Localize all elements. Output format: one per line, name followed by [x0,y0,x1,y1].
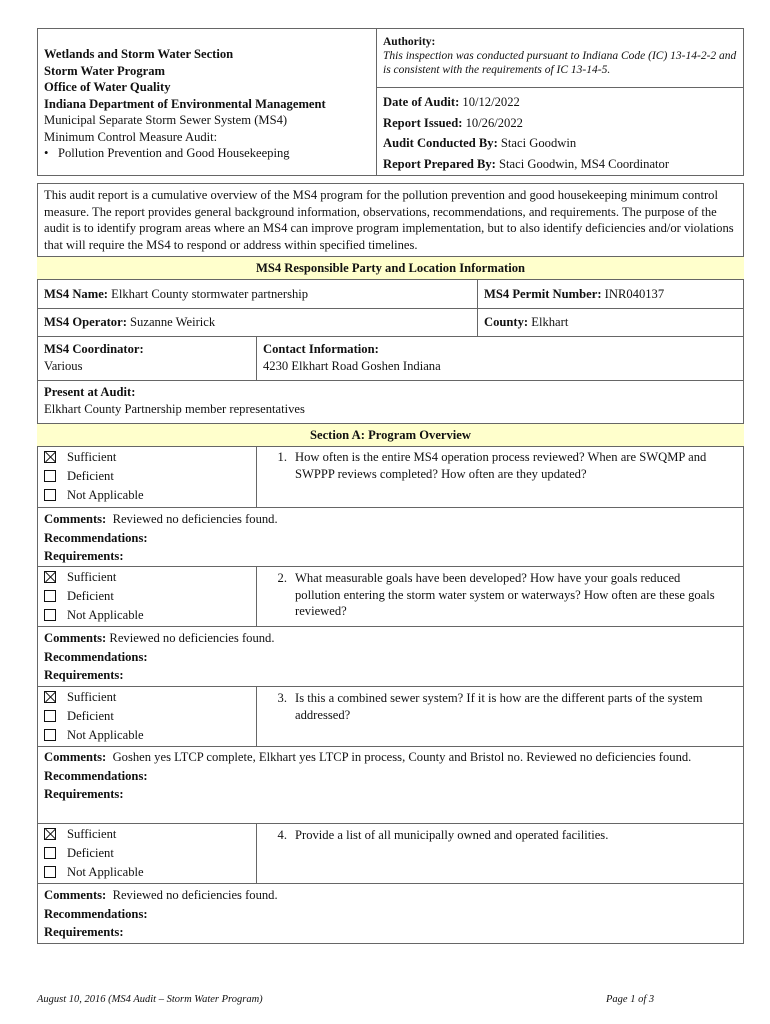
county [484,314,568,330]
checkbox-checked-icon[interactable] [44,828,56,840]
question-text: What measurable goals have been developed? How have your goals reduced pollution entering the storm water system or waterways? How often are these goals reviewed? [295,571,715,618]
footer-page-number: Page 1 of 3 [606,994,655,1005]
item-3-divider [256,686,257,746]
item-3-question [263,690,723,723]
org-line-1: Wetlands and Storm Water Section [44,47,234,61]
recommendations-label: Recommendations: [44,768,148,783]
item-4-divider [256,823,257,883]
option-sufficient[interactable] [44,688,144,707]
checkbox-icon[interactable] [44,847,56,859]
org-block [44,46,374,162]
item-1-question [263,449,723,482]
header-right-divider [376,87,744,88]
authority-text: This inspection was conducted pursuant to Indiana Code (IC) 13-14-2-2 and is consistent with the requirements of IC 13-14-5. [383,50,737,76]
option-label: Sufficient [67,570,117,584]
conducted-by [383,133,739,154]
org-line-3: Office of Water Quality [44,80,171,94]
present-at-audit [44,384,305,418]
option-label: Deficient [67,469,114,483]
prepared-by-value: Staci Goodwin, MS4 Coordinator [499,156,670,171]
requirements-label: Requirements: [44,925,124,939]
item-3-comments [44,749,734,767]
item-2-options [44,568,144,625]
contact-label: Contact Information: [263,342,379,356]
date-of-audit-value: 10/12/2022 [462,95,520,109]
option-label: Not Applicable [67,488,144,502]
checkbox-checked-icon[interactable] [44,571,56,583]
item-1-comments [44,510,740,529]
item-4-options [44,825,144,882]
option-deficient[interactable] [44,844,144,863]
option-label: Sufficient [67,690,117,704]
date-of-audit [383,92,739,113]
checkbox-icon[interactable] [44,609,56,621]
option-sufficient[interactable] [44,825,144,844]
option-deficient[interactable] [44,707,144,726]
ms4-coordinator [44,341,144,375]
item-2-question [263,570,723,620]
item-3-notes [44,749,734,804]
checkbox-checked-icon[interactable] [44,451,56,463]
operator-label: MS4 Operator: [44,315,127,329]
party-row-line-3 [37,380,744,381]
comments-label: Comments: [44,888,107,902]
comments-value: Reviewed no deficiencies found. [109,631,275,645]
conducted-by-label: Audit Conducted By: [383,136,498,150]
audit-bullet-text: Pollution Prevention and Good Housekeeping [58,146,290,160]
requirements-label: Requirements: [44,787,124,801]
recommendations-label: Recommendations: [44,649,148,664]
audit-line-1: Municipal Separate Storm Sewer System (MS4) [44,113,288,127]
authority-label: Authority: [383,36,436,48]
option-label: Not Applicable [67,865,144,879]
requirements-label: Requirements: [44,549,124,563]
party-heading: MS4 Responsible Party and Location Information [37,256,744,280]
question-text: Provide a list of all municipally owned and operated facilities. [295,828,609,842]
question-number: 3. [277,691,287,705]
item-1-divider [256,447,257,507]
option-sufficient[interactable] [44,568,144,587]
option-label: Not Applicable [67,608,144,622]
contact-value: 4230 Elkhart Road Goshen Indiana [263,359,441,373]
option-not-applicable[interactable] [44,606,144,625]
option-label: Not Applicable [67,728,144,742]
comments-label: Comments: [44,631,107,645]
authority-block [383,35,739,77]
option-label: Deficient [67,709,114,723]
ms4-name [44,286,308,302]
option-not-applicable[interactable] [44,863,144,882]
option-sufficient[interactable] [44,448,144,467]
permit-number [484,286,664,302]
county-label: County: [484,315,529,329]
question-number: 1. [277,450,287,464]
option-label: Deficient [67,846,114,860]
report-issued [383,113,739,134]
item-4-line [37,883,744,884]
checkbox-checked-icon[interactable] [44,691,56,703]
checkbox-icon[interactable] [44,590,56,602]
report-issued-label: Report Issued: [383,115,463,130]
comments-label: Comments: [44,750,107,764]
section-a-heading: Section A: Program Overview [37,423,744,447]
recommendations-label: Recommendations: [44,530,148,545]
question-number: 4. [277,828,287,842]
item-2-end-line [37,686,744,687]
comments-value: Reviewed no deficiencies found. [112,888,278,902]
item-1-notes [44,510,740,566]
report-issued-value: 10/26/2022 [465,115,523,130]
checkbox-icon[interactable] [44,710,56,722]
audit-line-2: Minimum Control Measure Audit: [44,129,218,144]
date-of-audit-label: Date of Audit: [383,95,460,109]
present-label: Present at Audit: [44,385,136,399]
audit-bullet [44,145,374,162]
option-deficient[interactable] [44,467,144,486]
item-1-line [37,507,744,508]
item-4-question [263,827,723,844]
question-text: Is this a combined sewer system? If it is how are the different parts of the system addressed? [295,691,703,722]
checkbox-icon[interactable] [44,470,56,482]
ms4-operator [44,314,215,330]
footer-left: August 10, 2016 (MS4 Audit – Storm Water Program) [37,994,263,1005]
recommendations-label: Recommendations: [44,906,148,921]
item-3-end-line [37,823,744,824]
comments-value: Reviewed no deficiencies found. [112,512,278,526]
party-row-line-1 [37,308,744,309]
option-label: Sufficient [67,827,117,841]
checkbox-icon[interactable] [44,866,56,878]
item-3-options [44,688,144,745]
option-label: Sufficient [67,450,117,464]
comments-label: Comments: [44,512,107,526]
operator-value: Suzanne Weirick [130,315,216,329]
checkbox-icon[interactable] [44,729,56,741]
item-1-end-line [37,566,744,567]
question-text: How often is the entire MS4 operation process reviewed? When are SWQMP and SWPPP reviews completed? How often are they updated? [295,450,707,481]
item-2-line [37,626,744,627]
party-col-divider-2 [256,336,257,380]
intro-text: This audit report is a cumulative overview of the MS4 program for the pollution prevention and good housekeeping minimum control measure. The report provides general background information, observations, recommendations, and requirements. The purpose of the audit is to identify program areas where an MS4 can improve program implementation, but to also identify deficiencies and/or violations that will require the MS4 to respond or address within specified timelines. [44,188,734,252]
item-2-notes [44,629,740,685]
header-divider [376,28,377,176]
audit-info [383,92,739,174]
item-4-comments [44,886,740,905]
item-2-divider [256,566,257,626]
present-value: Elkhart County Partnership member representatives [44,402,305,416]
prepared-by [383,154,739,175]
item-2-comments [44,629,740,648]
permit-value: INR040137 [604,287,665,301]
permit-label: MS4 Permit Number: [484,287,602,301]
conducted-by-value: Staci Goodwin [500,136,577,150]
option-not-applicable[interactable] [44,486,144,505]
prepared-by-label: Report Prepared By: [383,156,496,171]
option-deficient[interactable] [44,587,144,606]
org-line-2: Storm Water Program [44,63,166,78]
contact-information [263,341,441,375]
checkbox-icon[interactable] [44,489,56,501]
comments-value: Goshen yes LTCP complete, Elkhart yes LTCP in process, County and Bristol no. Reviewed no deficiencies found. [112,750,692,764]
coordinator-value: Various [44,359,83,373]
party-row-line-2 [37,336,744,337]
requirements-label: Requirements: [44,668,124,682]
option-label: Deficient [67,589,114,603]
item-3-line [37,746,744,747]
ms4-name-label: MS4 Name: [44,287,109,301]
item-1-options [44,448,144,505]
county-value: Elkhart [531,315,569,329]
item-4-notes [44,886,740,942]
ms4-name-value: Elkhart County stormwater partnership [111,287,309,301]
option-not-applicable[interactable] [44,726,144,745]
question-number: 2. [277,571,287,585]
coordinator-label: MS4 Coordinator: [44,342,144,356]
bullet-icon: • [44,146,49,160]
org-line-4: Indiana Department of Environmental Management [44,96,326,111]
